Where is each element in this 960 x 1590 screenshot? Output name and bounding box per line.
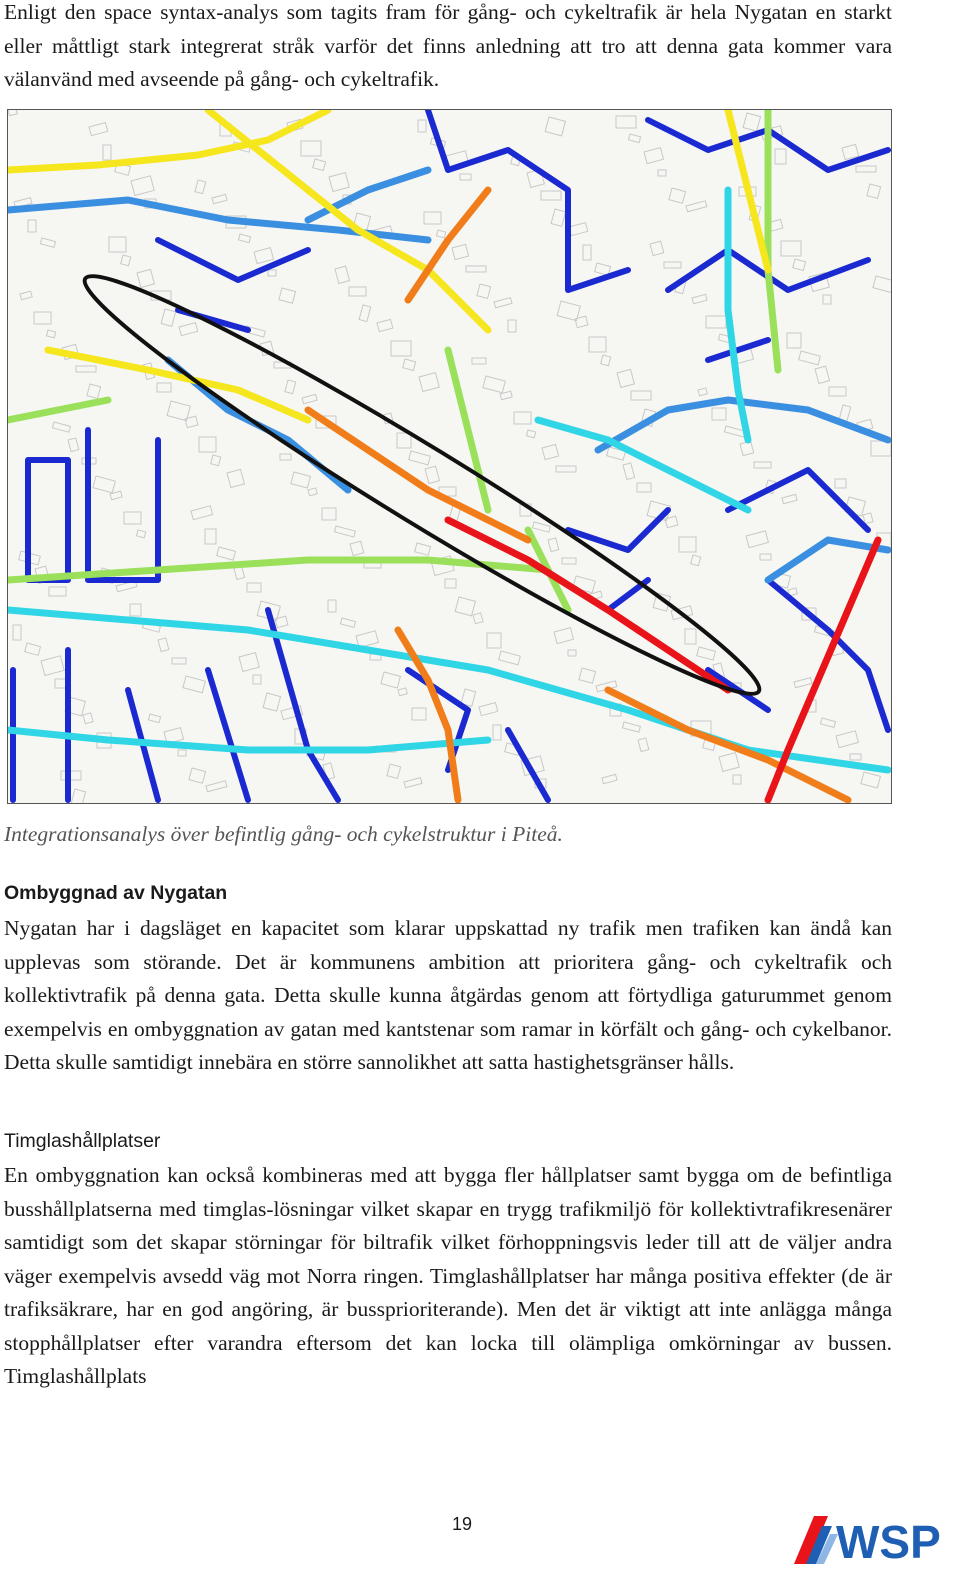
wsp-logo [792, 1512, 952, 1566]
integration-analysis-map [7, 109, 892, 804]
section-heading-ombyggnad: Ombyggnad av Nygatan [4, 882, 228, 904]
section-heading-timglashallplatser: Timglashållplatser [4, 1130, 161, 1152]
figure-caption: Integrationsanalys över befintlig gång- och cykelstruktur i Piteå. [4, 822, 563, 846]
page-number: 19 [451, 1514, 473, 1534]
paragraph-ombyggnad: Nygatan har i dagsläget en kapacitet som klarar uppskattad ny trafik men trafiken kan ändå kan upplevas som störande. Det är kommunens ambition att prioritera gång- och cykeltrafik och kollektivtrafik på denna gata. Detta skulle kunna åtgärdas genom att förtydliga gaturummet genom exempelvis en ombyggnation av gatan med kantstenar som ramar in körfält och gång- och cykelbanor. Detta skulle samtidigt innebära en större sannolikhet att satta hastighetsgränser hålls. [4, 916, 892, 1074]
intro-paragraph: Enligt den space syntax-analys som tagits fram för gång- och cykeltrafik är hela Nygatan en starkt eller måttligt stark integrerat stråk varför det finns anledning att tro att denna gata kommer vara välanvänd med avseende på gång- och cykeltrafik. [4, 0, 892, 91]
paragraph-timglashallplatser: En ombyggnation kan också kombineras med att bygga fler hållplatser samt bygga om de befintliga busshållplatserna med timglas-lösningar vilket skapar en trygg trafikmiljö för kollektivtrafikresenärer samtidigt som det skapar störningar för biltrafik vilket förhoppningsvis leder till att de väljer andra väger exempelvis avsedd väg mot Norra ringen. Timglashållplatser har många positiva effekter (de är trafiksäkrare, har en god angöring, är bussprioriterande). Men det är viktigt att inte anlägga många stopphållplatser efter varandra eftersom det kan locka till olämpliga omkörningar av bussen. Timglashållplats [4, 1163, 892, 1388]
wsp-logo-wordmark: WSP [836, 1516, 941, 1566]
street-network-map [8, 110, 891, 803]
